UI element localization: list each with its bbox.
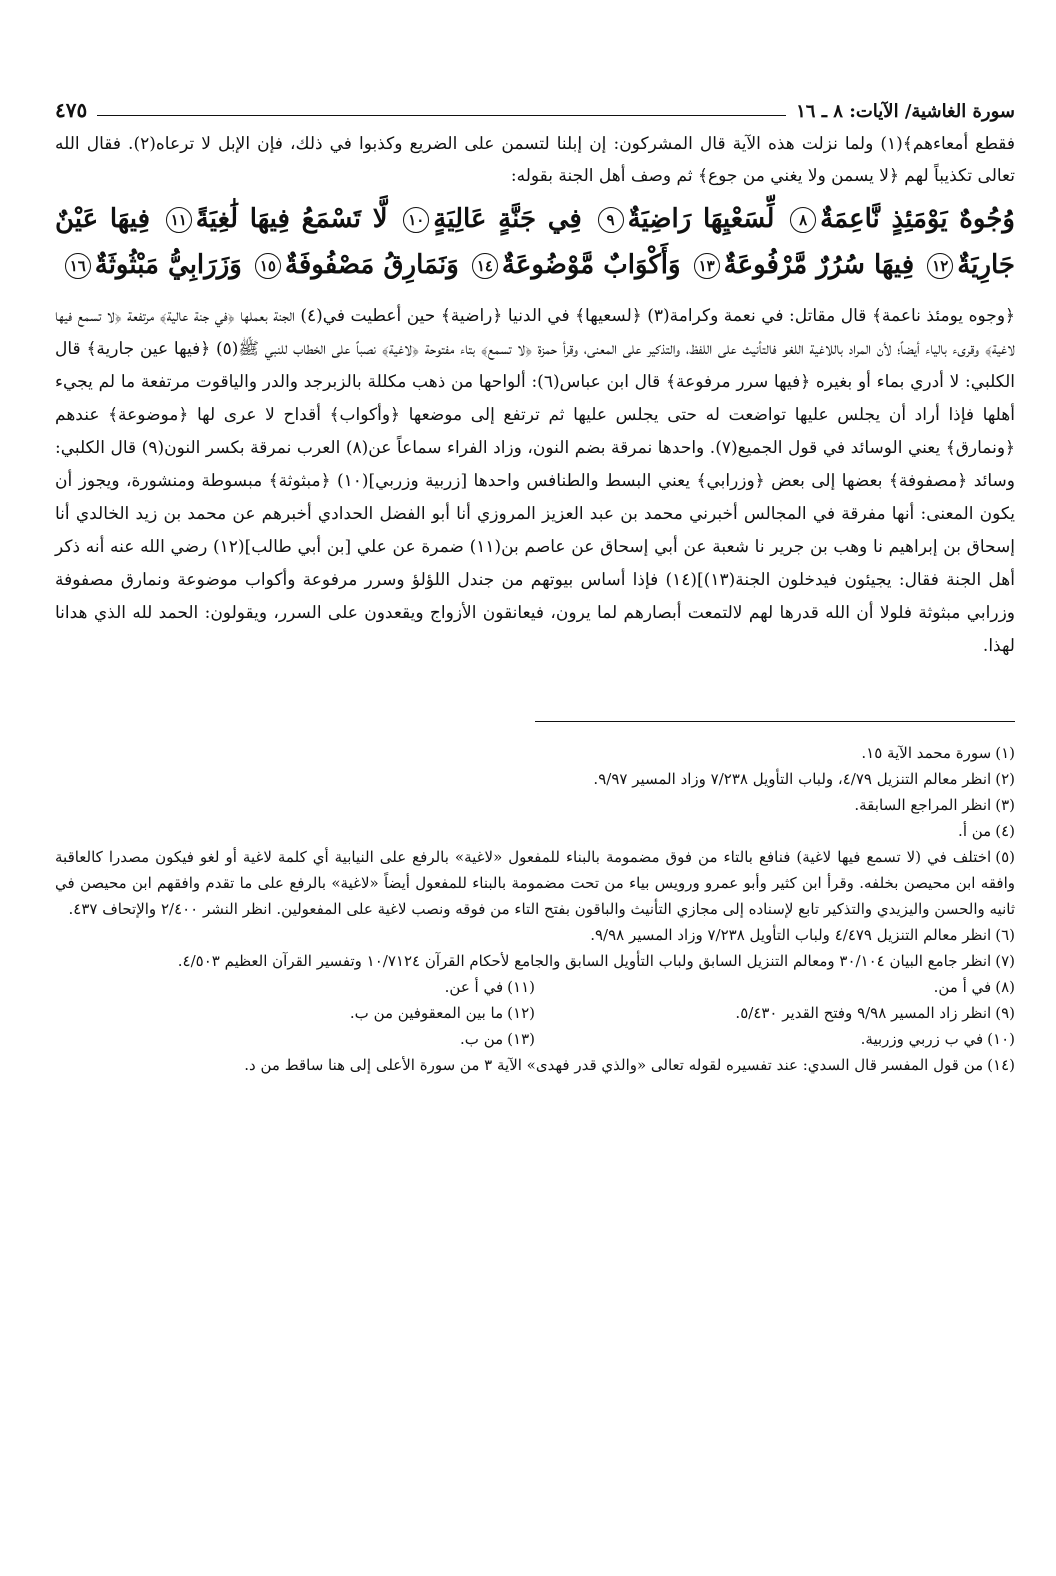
ayah-number: ١٢ <box>927 253 953 279</box>
footnote <box>55 1000 535 1026</box>
footnote <box>55 1026 535 1052</box>
ayah-text: وَأَكْوَابٌ مَّوْضُوعَةٌ <box>501 250 681 280</box>
footnote-separator <box>535 721 1015 722</box>
footnote-text: سورة محمد الآية ١٥. <box>861 744 992 762</box>
footnote-number: (١٣) <box>507 1030 535 1048</box>
footnote <box>55 818 1015 844</box>
footnote-text: في ب زربي وزربية. <box>860 1030 984 1048</box>
footnote-number: (١) <box>995 744 1015 762</box>
footnote-number: (٣) <box>995 796 1015 814</box>
ayah-number: ٨ <box>790 207 816 233</box>
footnote-number: (٥) <box>995 848 1015 866</box>
ayah-number: ١٣ <box>694 253 720 279</box>
footnote-text: ما بين المعقوفين من ب. <box>349 1004 504 1022</box>
ayah-text: لَّا تَسْمَعُ فِيهَا لَٰغِيَةً <box>195 204 388 234</box>
ayah-number: ١٦ <box>65 253 91 279</box>
footnote <box>55 948 1015 974</box>
footnote-column-left <box>55 974 535 1052</box>
ayah-number: ١٠ <box>403 207 429 233</box>
footnote-text: في أ من. <box>933 978 992 996</box>
page-number: ٤٧٥ <box>55 98 88 122</box>
footnotes <box>55 740 1015 1078</box>
footnote <box>55 974 535 1000</box>
ayah-number: ١٥ <box>255 253 281 279</box>
book-page <box>55 88 1015 1538</box>
footnote <box>535 974 1015 1000</box>
footnote <box>55 844 1015 922</box>
commentary-paragraph: ﴿وجوه يومئذ ناعمة﴾ قال مقاتل: في نعمة وكرامة(٣) ﴿لسعيها﴾ في الدنيا ﴿راضية﴾ حين أعطيت في(٤) الجنة بعملها ﴿في جنة عالية﴾ مرتفعة ﴿لا تسمع فيها لاغية﴾ وقرىء بالياء أيضاً؛ لأن المراد باللاغية اللغو فالتأنيث على اللفظ، والتذكير على المعنى، وقرأ حمزة ﴿لا تسمع﴾ بتاء مفتوحة ﴿لاغية﴾ نصباً على الخطاب للنبي ﷺ(٥) ﴿فيها عين جارية﴾ قال الكلبي: لا أدري بماء أو بغيره ﴿فيها سرر مرفوعة﴾ قال ابن عباس(٦): ألواحها من ذهب مكللة بالزبرجد والدر والياقوت مرتفعة ما لم يجيء أهلها فإذا أراد أن يجلس عليها تواضعت له حتى يجلس عليها ثم ترتفع إلى موضعها ﴿وأكواب﴾ أقداح لا عرى لها ﴿موضوعة﴾ عندهم ﴿ونمارق﴾ يعني الوسائد في قول الجميع(٧). واحدها نمرقة بضم النون، وزاد الفراء سماعاً عن(٨) العرب نمرقة بكسر النون(٩) قال الكلبي: وسائد ﴿مصفوفة﴾ بعضها إلى بعض ﴿وزرابي﴾ يعني البسط والطنافس واحدها [زربية وزربي](١٠) ﴿مبثوثة﴾ مبسوطة ومنشورة، ويجوز أن يكون المعنى: أنها مفرقة في المجالس أخبرني محمد بن عبد العزيز المروزي أنا أبو الفضل الحدادي أخبرهم عن محمد بن زيد الخالدي أنا إسحاق بن إبراهيم نا وهب بن جرير نا شعبة عن أبي إسحاق عن عاصم بن(١١) ضمرة عن علي [بن أبي طالب](١٢) رضي الله عنه أنه ذكر أهل الجنة فقال: يجيئون فيدخلون الجنة(١٣)](١٤) فإذا أساس بيوتهم من جندل اللؤلؤ وسرر مرفوعة وأكواب موضوعة ونمارق مصفوفة وزرابي مبثوثة فلولا أن الله قدرها لهم لالتمعت أبصارهم لما يرون، فيعانقون الأزواج ويقعدون على السرر، ويقولون: الحمد لله الذي هدانا لهذا. <box>55 306 1016 656</box>
footnote <box>535 1026 1015 1052</box>
ayah-text: وَزَرَابِيُّ مَبْثُوثَةٌ <box>94 250 242 280</box>
footnote-number: (٢) <box>995 770 1015 788</box>
footnote-text: انظر جامع البيان ٣٠/١٠٤ ومعالم التنزيل السابق ولباب التأويل السابق والجامع لأحكام القرآن ١٠/٧١٢٤ وتفسير القرآن العظيم ٤/٥٠٣. <box>177 952 992 970</box>
footnote-number: (١٠) <box>987 1030 1015 1048</box>
footnote <box>55 766 1015 792</box>
footnote-number: (٤) <box>995 822 1015 840</box>
ayah-number: ١٤ <box>472 253 498 279</box>
ayah-text: فِي جَنَّةٍ عَالِيَةٍ <box>433 204 582 234</box>
quran-verses <box>55 196 1015 288</box>
footnote-text: في أ عن. <box>444 978 504 996</box>
footnote-number: (٧) <box>995 952 1015 970</box>
footnote-text: انظر المراجع السابقة. <box>854 796 992 814</box>
footnote-text: انظر زاد المسير ٩/٩٨ وفتح القدير ٥/٤٣٠. <box>735 1004 992 1022</box>
ayah-number: ٩ <box>598 207 624 233</box>
ayah-text: وَنَمَارِقُ مَصْفُوفَةٌ <box>284 250 459 280</box>
intro-paragraph: فقطع أمعاءهم﴾(١) ولما نزلت هذه الآية قال المشركون: إن إبلنا لتسمن على الضريع وكذبوا في ذلك، فإن الإبل لا ترعاه(٢). فقال الله تعالى تكذيباً لهم ﴿لا يسمن ولا يغني من جوع﴾ ثم وصف أهل الجنة بقوله: <box>55 134 1016 186</box>
ayah-text: لِّسَعْيِهَا رَاضِيَةٌ <box>627 204 775 234</box>
footnote-number: (١١) <box>507 978 535 996</box>
footnote-text: اختلف في (لا تسمع فيها لاغية) فنافع بالتاء من فوق مضمومة بالبناء للمفعول «لاغية» بالرفع على النيابية أي كلمة لاغية أو لغو فيكون مصدرا كالعاقبة وافقه ابن محيصن بخلفه. وقرأ ابن كثير وأبو عمرو ورويس بياء من تحت مضمومة بالبناء للمفعول أيضاً «لاغية» بالرفع على ما تقدم وافقهم ابن محيصن في ثانيه والحسن واليزيدي والتذكير تابع لإسناده إلى مجازي التأنيث والباقون بفتح التاء من فوقه ونصب لاغية على المفعولين. انظر النشر ٢/٤٠٠ والإتحاف ٤٣٧. <box>55 848 1015 918</box>
header-rule <box>97 115 786 116</box>
footnote-number: (١٢) <box>507 1004 535 1022</box>
surah-title: سورة الغاشية/ الآيات: ٨ ـ ١٦ <box>796 101 1015 122</box>
footnote-number: (٩) <box>995 1004 1015 1022</box>
footnote-separator-wrap <box>55 663 1015 740</box>
ayah-number: ١١ <box>166 207 192 233</box>
footnote-columns <box>55 974 1015 1052</box>
footnote-text: انظر معالم التنزيل ٤/٤٧٩ ولباب التأويل ٧/٢٣٨ وزاد المسير ٩/٩٨. <box>590 926 992 944</box>
footnote <box>535 1000 1015 1026</box>
ayah-text: وُجُوهٌ يَوْمَئِذٍ نَّاعِمَةٌ <box>820 204 1015 234</box>
footnote <box>55 740 1015 766</box>
footnote-number: (٨) <box>995 978 1015 996</box>
ayah-text: فِيهَا سُرُرٌ مَّرْفُوعَةٌ <box>723 250 915 280</box>
footnote-number: (٦) <box>995 926 1015 944</box>
footnote <box>55 922 1015 948</box>
footnote-text: انظر معالم التنزيل ٤/٧٩، ولباب التأويل ٧/٢٣٨ وزاد المسير ٩/٩٧. <box>593 770 992 788</box>
footnote-column-right <box>535 974 1015 1052</box>
footnote-text: من ب. <box>460 1030 504 1048</box>
footnote-number: (١٤) <box>987 1056 1015 1074</box>
ayah-text: فِيهَا عَيْنٌ جَارِيَةٌ <box>55 204 1015 280</box>
running-header <box>55 88 1015 122</box>
footnote-text: من أ. <box>958 822 992 840</box>
footnote <box>55 1052 1015 1078</box>
footnote <box>55 792 1015 818</box>
footnote-text: من قول المفسر قال السدي: عند تفسيره لقوله تعالى «والذي قدر فهدى» الآية ٣ من سورة الأعلى إلى هنا ساقط من د. <box>244 1056 984 1074</box>
